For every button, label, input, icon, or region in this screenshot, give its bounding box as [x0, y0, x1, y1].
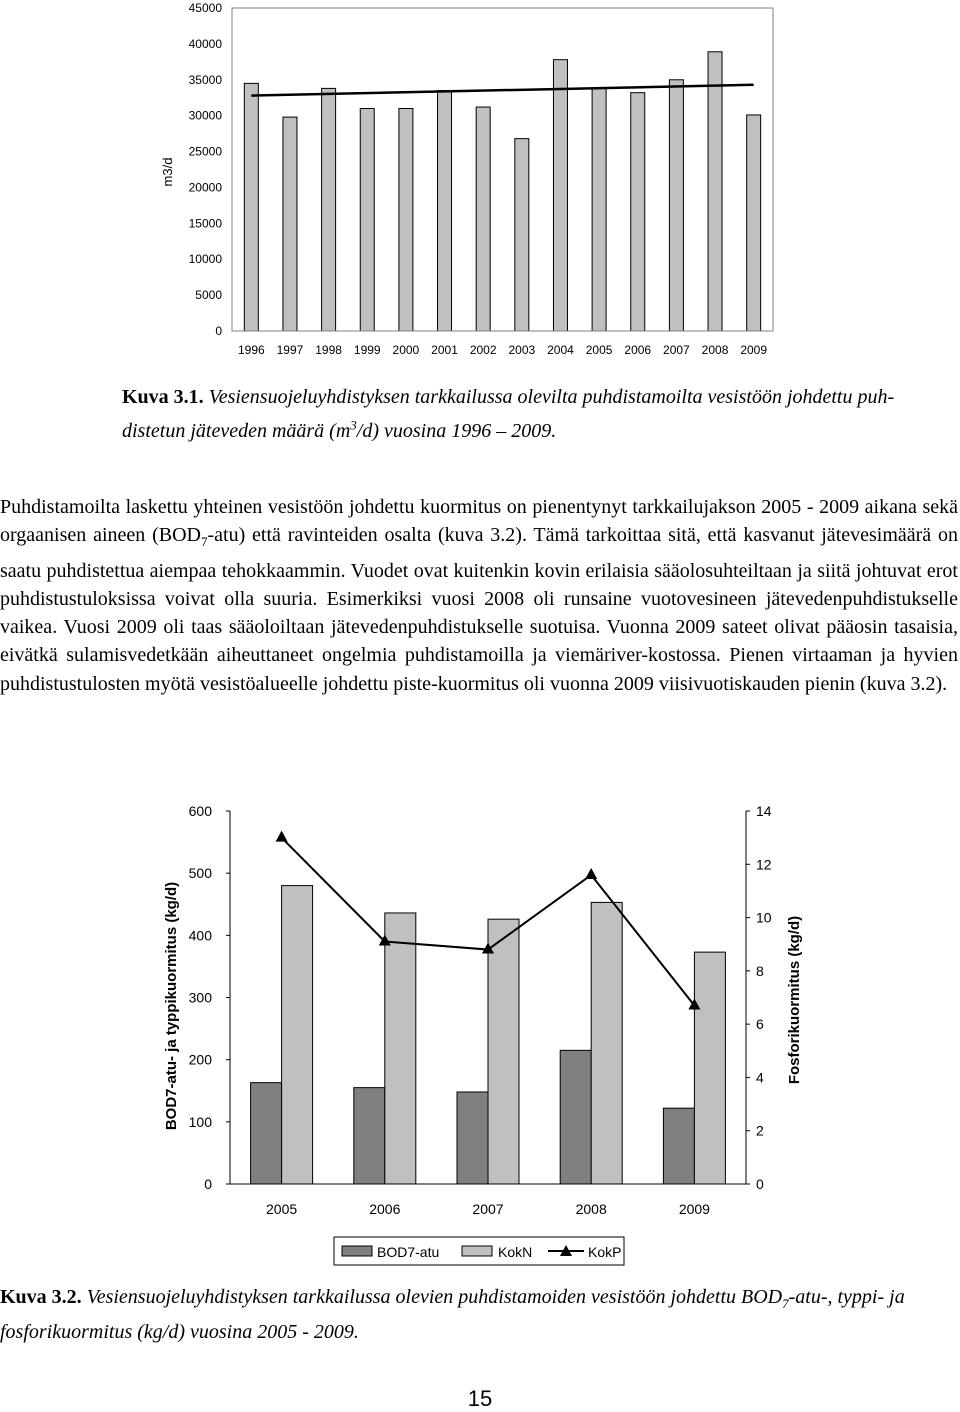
chart2-ytick-label: 300: [188, 989, 212, 1006]
figure2-caption: [0, 1283, 940, 1346]
chart1-xtick-label: 2009: [740, 343, 768, 357]
chart2-xtick-label: 2009: [678, 1201, 710, 1217]
chart1-xtick-label: 2008: [701, 343, 729, 357]
chart1-bar-2002: [476, 107, 490, 331]
chart1-ylabel: m3/d: [160, 157, 175, 187]
chart1-xtick-label: 2007: [663, 343, 690, 357]
chart1-ytick-label: 10000: [188, 252, 222, 267]
chart1-xtick-label: 1997: [276, 343, 304, 357]
chart1-bar-1996: [244, 83, 258, 331]
chart1-xtick-label: 2001: [431, 343, 458, 357]
chart1-xtick-label: 2002: [469, 343, 497, 357]
chart2-ytick-label: 200: [188, 1051, 212, 1068]
chart1-bar-2005: [592, 88, 606, 331]
chart2-y2tick-label: 2: [756, 1122, 764, 1139]
chart1-ytick-label: 35000: [188, 72, 222, 87]
legend-label-kokp: KokP: [588, 1244, 622, 1260]
legend-label-bod: BOD7-atu: [377, 1244, 440, 1260]
chart2-y2tick-label: 10: [756, 909, 772, 926]
legend-swatch-kokn: [462, 1246, 492, 1256]
chart1-bar-1999: [360, 108, 374, 331]
chart1-ytick-label: 45000: [188, 1, 222, 15]
chart2-xtick-label: 2007: [472, 1201, 504, 1217]
figure2-caption-sub: 7: [782, 1296, 789, 1311]
chart1-bar-1998: [322, 88, 336, 331]
chart1-plot-frame: [232, 8, 773, 331]
body-text-sub: 7: [200, 534, 208, 550]
chart2-bar-bod-2005: [251, 1083, 282, 1184]
chart1-bar-2000: [399, 108, 413, 331]
chart2-ytick-label: 600: [188, 803, 212, 819]
figure1-caption-text-end: /d) vuosina 1996 – 2009.: [356, 419, 557, 442]
chart1-xtick-label: 2006: [624, 343, 652, 357]
chart2-bar-kokn-2008: [591, 902, 622, 1184]
chart1-ytick-label: 25000: [188, 144, 222, 159]
figure1-caption: [122, 383, 942, 445]
chart2-ylabel-right: Fosforikuormitus (kg/d): [786, 915, 803, 1085]
chart2-ytick-label: 0: [204, 1176, 212, 1192]
chart2-bar-bod-2008: [560, 1050, 591, 1184]
flow-bar-chart: [0, 0, 960, 370]
chart2-ytick-label: 100: [188, 1113, 212, 1130]
chart2-bar-bod-2006: [354, 1088, 385, 1184]
chart2-ylabel-left: BOD7-atu- ja typpikuormitus (kg/d): [163, 881, 180, 1131]
chart2-bar-bod-2009: [663, 1108, 694, 1184]
chart1-bar-2003: [515, 139, 529, 331]
chart1-ytick-label: 20000: [188, 180, 222, 195]
page-number: 15: [467, 1386, 493, 1411]
chart1-bar-2001: [438, 91, 452, 331]
chart2-y2tick-label: 8: [756, 962, 764, 979]
chart1-bar-2004: [553, 60, 567, 331]
legend-swatch-bod: [342, 1246, 372, 1256]
figure2-caption-text: Vesiensuojeluyhdistyksen tarkkailussa olevien puhdistamoiden vesistöön johdettu BOD: [81, 1286, 783, 1308]
chart1-xtick-label: 1998: [315, 343, 342, 357]
chart2-legend: [334, 1237, 624, 1265]
chart2-kokp-point-2005: [276, 831, 288, 842]
chart1-bar-2007: [669, 80, 683, 331]
chart2-ytick-label: 400: [188, 927, 212, 944]
chart2-bar-kokn-2005: [282, 886, 313, 1184]
chart2-bar-kokn-2006: [385, 913, 416, 1184]
legend-label-kokn: KokN: [498, 1244, 533, 1260]
chart2-bar-kokn-2009: [694, 952, 725, 1184]
figure1-caption-text: Vesiensuojeluyhdistyksen tarkkailussa olevilta puhdistamoilta vesistöön johdettu puh-distetun jäteveden määrä (m: [122, 386, 895, 442]
chart2-xtick-label: 2008: [575, 1201, 607, 1217]
chart1-ytick-label: 15000: [188, 216, 222, 231]
chart1-xtick-label: 1999: [353, 343, 381, 357]
chart2-y2tick-label: 6: [756, 1016, 764, 1033]
chart1-bar-2008: [708, 52, 722, 331]
chart1-ytick-label: 30000: [188, 108, 222, 123]
chart2-bar-bod-2007: [457, 1092, 488, 1184]
figure1-caption-sup: 3: [350, 417, 357, 432]
chart2-y2tick-label: 4: [756, 1069, 764, 1086]
chart1-bar-2009: [747, 115, 761, 331]
chart2-y2tick-label: 0: [756, 1176, 764, 1192]
chart1-ytick-label: 5000: [195, 288, 222, 303]
chart2-kokp-point-2008: [585, 868, 597, 879]
chart1-bar-1997: [283, 117, 297, 331]
chart1-xtick-label: 2004: [547, 343, 574, 357]
chart1-xtick-label: 2005: [585, 343, 613, 357]
chart1-xtick-label: 2003: [508, 343, 536, 357]
body-paragraph: [0, 493, 958, 698]
chart2-xtick-label: 2005: [266, 1201, 298, 1217]
body-text-2: -atu) että ravinteiden osalta (kuva 3.2). Tämä tarkoittaa sitä, että kasvanut jätevesimäärä on saatu puhdistettua aiempaa tehokkaammin. Vuodet ovat kuitenkin kovin erilaisia sääolosuhteiltaan ja siitä johtuvat erot puhdistustuloksissa voivat olla suuria. Esimerkiksi vuosi 2008 oli runsaine vuotovesineen jätevedenpuhdistukselle vaikea. Vuosi 2009 oli taas sääoloiltaan jätevedenpuhdistukselle suotuisa. Vuonna 2009 sateet olivat pääosin tasaisia, eivätkä sulamisvedetkään aiheuttaneet ongelmia puhdistamoilla ja viemäriver-kostossa. Pienen virtaaman ja hyvien puhdistustulosten myötä vesistöalueelle johdettu piste-kuormitus oli vuonna 2009 viisivuotiskauden pienin (kuva 3.2).: [0, 524, 958, 695]
chart2-y2tick-label: 12: [756, 856, 772, 873]
chart2-bar-kokn-2007: [488, 919, 519, 1184]
chart1-xtick-label: 1996: [237, 343, 265, 357]
chart2-ytick-label: 500: [188, 865, 212, 882]
chart2-xtick-label: 2006: [369, 1201, 401, 1217]
chart1-ytick-label: 0: [215, 324, 222, 338]
chart1-xtick-label: 2000: [392, 343, 420, 357]
body-text-1: Puhdistamoilta laskettu yhteinen vesistöön johdettu kuormitus on pienentynyt tarkkailujakson 2005 - 2009 aikana sekä orgaanisen aineen (BOD: [0, 496, 958, 547]
chart1-ytick-label: 40000: [188, 36, 222, 51]
figure1-label: Kuva 3.1.: [122, 386, 204, 408]
chart2-y2tick-label: 14: [756, 803, 772, 819]
chart1-bar-2006: [631, 93, 645, 331]
load-combo-chart: [0, 790, 960, 1275]
figure2-caption-text-end: -atu-, typpi- ja fosforikuormitus (kg/d) vuosina 2005 - 2009.: [0, 1286, 905, 1343]
figure2-label: Kuva 3.2.: [0, 1286, 82, 1308]
